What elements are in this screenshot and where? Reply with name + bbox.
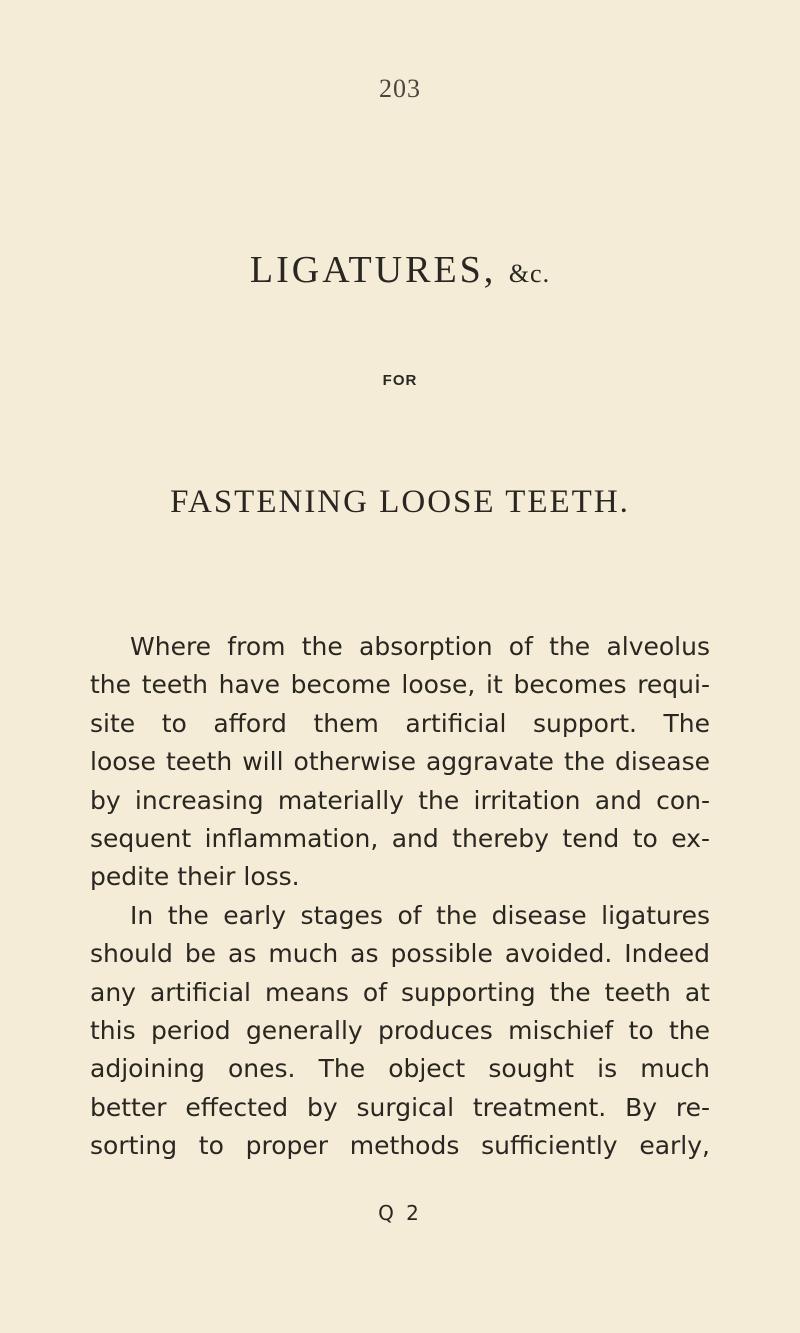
chapter-subtitle: FASTENING LOOSE TEETH. [170,484,630,520]
page-number: 203 [379,74,421,103]
paragraph-2-line: adjoining ones. The object sought is much [90,1054,710,1084]
signature-mark: Q 2 [378,1201,422,1225]
paragraph-2-line: better effected by surgical treatment. By re- [90,1092,710,1122]
paragraph-1-line: pedite their loss. [90,862,300,892]
body-text [90,628,710,1165]
paragraph-2-line: this period generally produces mischief to the [90,1015,710,1045]
paragraph-1-line: sequent inflammation, and thereby tend to ex- [90,823,710,853]
title-main: LIGATURES, [249,249,497,291]
paragraph-2-line: should be as much as possible avoided. Indeed [90,939,710,969]
paragraph-1-line: Where from the absorption of the alveolus [130,632,710,661]
paragraph-2-line: any artificial means of supporting the teeth at [90,977,710,1007]
paragraph-1-line: by increasing materially the irritation and con- [90,785,710,815]
paragraph-1-line: loose teeth will otherwise aggravate the disease [90,747,710,777]
paragraph-2-line: In the early stages of the disease ligatures [130,900,710,930]
title-etc: &c. [508,259,551,288]
chapter-title [0,248,800,292]
for-text: FOR [382,372,418,389]
paragraph-1-line: the teeth have become loose, it becomes requi- [90,670,710,700]
paragraph-1-line: site to afford them artificial support. The [90,708,710,738]
paragraph-2-line: sorting to proper methods sufficiently early, [90,1131,710,1161]
